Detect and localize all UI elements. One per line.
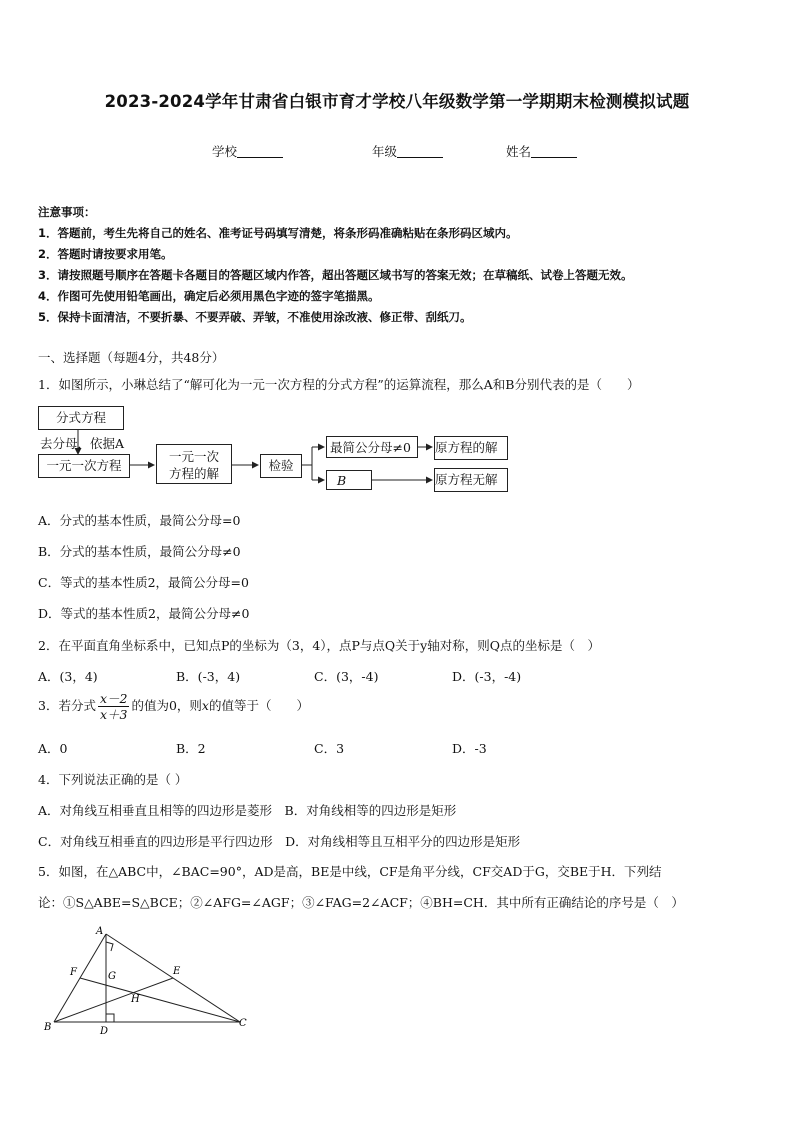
flow-box-no-solution: 原方程无解 [434,468,508,492]
grade-label: 年级 [372,144,398,159]
q3-option-b[interactable]: B．2 [176,741,206,756]
q3-option-a[interactable]: A．0 [38,741,68,756]
question-2-stem: 2．在平面直角坐标系中，已知点P的坐标为（3，4），点P与点Q关于y轴对称，则Q点的坐标是（ ） [38,638,600,653]
flow-box-linear-solution [156,444,232,484]
flow-box-linear-solution-line2: 方程的解 [168,466,219,481]
label-f: F [70,967,77,978]
q2-option-b[interactable]: B．(-3，4) [176,669,241,684]
flow-chart [38,404,510,496]
q3-text-post: 的值等于（ ） [208,698,309,713]
q2-option-a[interactable]: A．(3，4) [38,669,98,684]
q3-text-pre: 3．若分式 [38,698,96,713]
q3-denominator: x＋3 [99,707,128,722]
q3-fraction [98,691,130,722]
grade-blank[interactable] [397,145,443,158]
flow-box-linear-solution-line1: 一元一次 [168,449,219,464]
q3-text-mid: 的值为0，则 [131,698,202,713]
label-e: E [173,966,181,977]
flow-box-check: 检验 [260,454,302,478]
triangle-figure [40,922,260,1042]
notice-item: 4．作图可先使用铅笔画出，确定后必须用黑色字迹的签字笔描黑。 [38,289,380,303]
school-blank[interactable] [237,145,283,158]
flow-box-fractional-equation: 分式方程 [38,406,124,430]
q3-numerator: x－2 [99,691,128,706]
q2-option-c[interactable]: C．(3，-4) [314,669,379,684]
notice-heading: 注意事项： [38,205,96,219]
name-blank[interactable] [531,145,577,158]
label-c: C [239,1018,247,1029]
q3-variable: x [201,698,209,713]
q4-options-row-1[interactable]: A．对角线互相垂直且相等的四边形是菱形 B．对角线相等的四边形是矩形 [38,803,457,818]
notice-item: 1．答题前，考生先将自己的姓名、准考证号码填写清楚，将条形码准确粘贴在条形码区域内。 [38,226,518,240]
q1-option-d[interactable]: D．等式的基本性质2，最简公分母≠0 [38,606,250,621]
label-h: H [131,994,140,1005]
notice-item: 5．保持卡面清洁，不要折暴、不要弄破、弄皱，不准使用涂改液、修正带、刮纸刀。 [38,310,472,324]
page-title: 2023-2024学年甘肃省白银市育才学校八年级数学第一学期期末检测模拟试题 [104,92,690,111]
school-label: 学校 [212,144,238,159]
label-b: B [44,1022,52,1033]
flow-box-original-solution: 原方程的解 [434,436,508,460]
section-heading: 一、选择题（每题4分，共48分） [38,350,225,365]
question-1-stem: 1．如图所示，小琳总结了“解可化为一元一次方程的分式方程”的运算流程，那么A和B分别代表的是（ ） [38,377,640,392]
question-3-stem [38,691,309,722]
right-angle-a [106,942,113,951]
flow-box-denominator-nonzero: 最简公分母≠0 [326,436,418,458]
notice-item: 3．请按照题号顺序在答题卡各题目的答题区域内作答，超出答题区域书写的答案无效；在草稿纸、试卷上答题无效。 [38,268,633,282]
q2-option-d[interactable]: D．(-3，-4) [452,669,522,684]
question-4-stem: 4．下列说法正确的是（ ） [38,772,188,787]
question-5-line-1: 5．如图，在△ABC中，∠BAC=90°，AD是高，BE是中线，CF是角平分线，CF交AD于G，交BE于H．下列结 [38,864,662,879]
name-field[interactable] [506,142,577,160]
right-angle-d [106,1014,114,1022]
label-d: D [100,1026,109,1037]
grade-field[interactable] [372,142,443,160]
flow-box-linear-equation: 一元一次方程 [38,454,130,478]
school-field[interactable] [212,142,283,160]
label-a: A [96,926,104,937]
q4-options-row-2[interactable]: C．对角线互相垂直的四边形是平行四边形 D．对角线相等且互相平分的四边形是矩形 [38,834,521,849]
bisector-cf [80,978,240,1022]
label-g: G [108,971,116,982]
flow-arrow-label: 去分母，依据A [40,436,125,451]
question-5-line-2: 论：①S△ABE=S△BCE；②∠AFG=∠AGF；③∠FAG=2∠ACF；④BH=CH．其中所有正确结论的序号是（ ） [38,895,684,910]
flow-box-b: B [326,470,372,490]
notice-item: 2．答题时请按要求用笔。 [38,247,173,261]
q3-option-d[interactable]: D．-3 [452,741,487,756]
name-label: 姓名 [506,144,532,159]
q3-option-c[interactable]: C．3 [314,741,345,756]
q1-option-b[interactable]: B．分式的基本性质，最简公分母≠0 [38,544,241,559]
q1-option-c[interactable]: C．等式的基本性质2，最简公分母=0 [38,575,249,590]
q1-option-a[interactable]: A．分式的基本性质，最简公分母=0 [38,513,241,528]
